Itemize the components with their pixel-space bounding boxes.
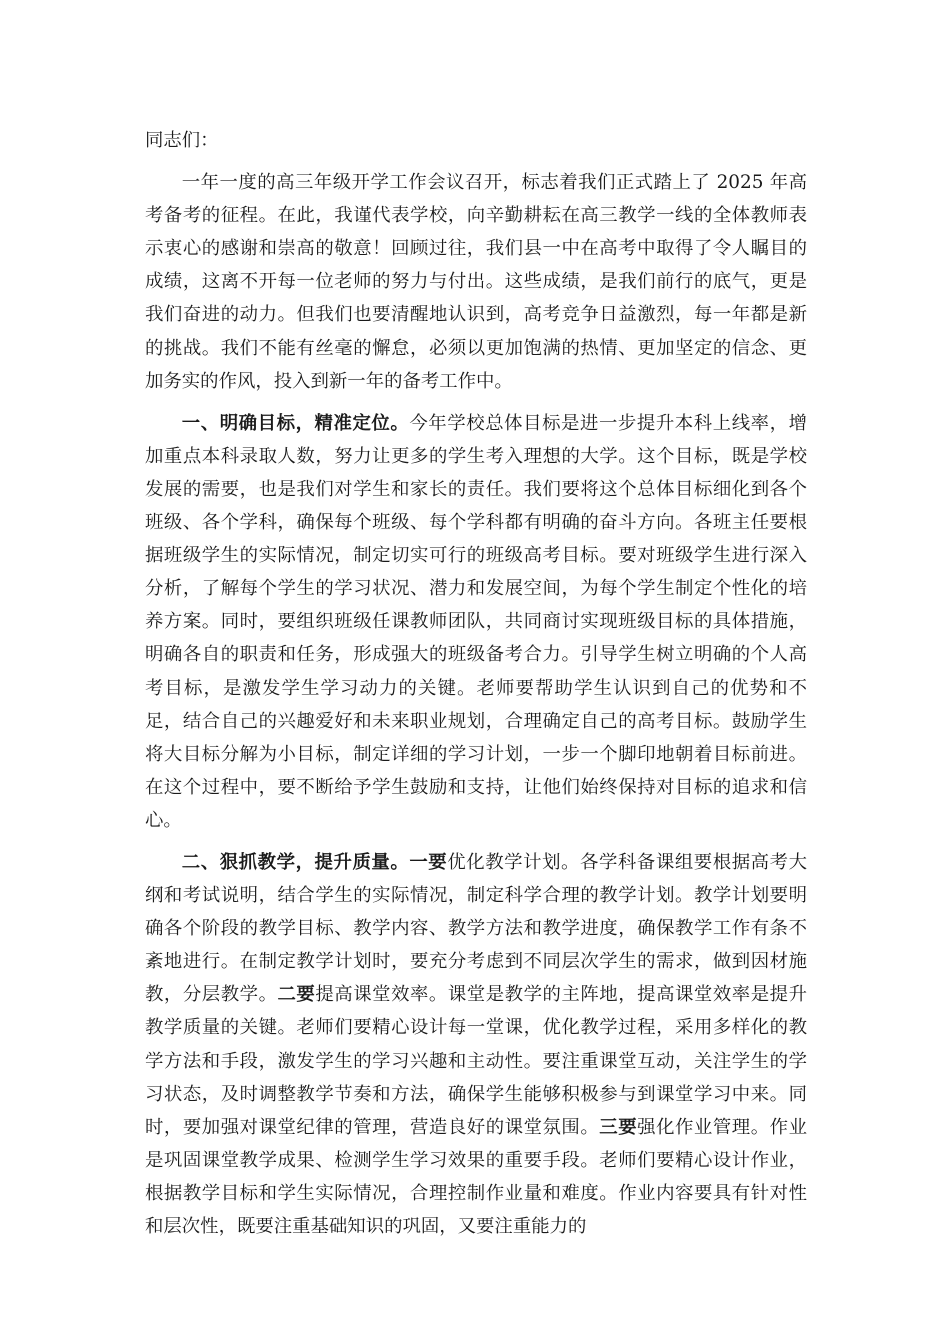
section-teaching-heading: 二、狠抓教学，提升质量。 — [181, 851, 410, 873]
section-teaching — [145, 846, 807, 1243]
point-1-text: 优化教学计划。各学科备课组要根据高考大纲和考试说明，结合学生的实际情况，制定科学合理的教学计划。教学计划要明确各个阶段的教学目标、教学内容、教学方法和教学进度，确保教学工作有条不紊地进行。在制定教学计划时，要充分考虑到不同层次学生的需求，做到因材施教，分层教学。 — [145, 851, 807, 1006]
document-body — [145, 124, 807, 1252]
intro-paragraph — [145, 166, 807, 398]
section-goals-heading: 一、明确目标，精准定位。 — [181, 412, 410, 434]
intro-text: 一年一度的高三年级开学工作会议召开，标志着我们正式踏上了 2025 年高考备考的征程。在此，我谨代表学校，向辛勤耕耘在高三教学一线的全体教师表示衷心的感谢和崇高的敬意！回顾过往，我们县一中在高考中取得了令人瞩目的成绩，这离不开每一位老师的努力与付出。这些成绩，是我们前行的底气，更是我们奋进的动力。但我们也要清醒地认识到，高考竞争日益激烈，每一年都是新的挑战。我们不能有丝毫的懈怠，必须以更加饱满的热情、更加坚定的信念、更加务实的作风，投入到新一年的备考工作中。 — [145, 172, 807, 392]
point-3-label: 三要 — [599, 1116, 638, 1138]
section-goals — [145, 407, 807, 837]
salutation: 同志们： — [145, 130, 219, 151]
point-2-label: 二要 — [277, 984, 316, 1006]
point-1-label: 一要 — [409, 851, 448, 873]
section-goals-text: 今年学校总体目标是进一步提升本科上线率，增加重点本科录取人数，努力让更多的学生考入理想的大学。这个目标，既是学校发展的需要，也是我们对学生和家长的责任。我们要将这个总体目标细化到各个班级、各个学科，确保每个班级、每个学科都有明确的奋斗方向。各班主任要根据班级学生的实际情况，制定切实可行的班级高考目标。要对班级学生进行深入分析，了解每个学生的学习状况、潜力和发展空间，为每个学生制定个性化的培养方案。同时，要组织班级任课教师团队，共同商讨实现班级目标的具体措施，明确各自的职责和任务，形成强大的班级备考合力。引导学生树立明确的个人高考目标，是激发学生学习动力的关键。老师要帮助学生认识到自己的优势和不足，结合自己的兴趣爱好和未来职业规划，合理确定自己的高考目标。鼓励学生将大目标分解为小目标，制定详细的学习计划，一步一个脚印地朝着目标前进。在这个过程中，要不断给予学生鼓励和支持，让他们始终保持对目标的追求和信心。 — [145, 412, 807, 831]
point-2-text: 提高课堂效率。课堂是教学的主阵地，提高课堂效率是提升教学质量的关键。老师们要精心设计每一堂课，优化教学过程，采用多样化的教学方法和手段，激发学生的学习兴趣和主动性。要注重课堂互动，关注学生的学习状态，及时调整教学节奏和方法，确保学生能够积极参与到课堂学习中来。同时，要加强对课堂纪律的管理，营造良好的课堂氛围。 — [145, 984, 807, 1138]
point-3-text: 强化作业管理。作业是巩固课堂教学成果、检测学生学习效果的重要手段。老师们要精心设计作业，根据教学目标和学生实际情况，合理控制作业量和难度。作业内容要具有针对性和层次性，既要注重基础知识的巩固，又要注重能力的 — [145, 1116, 807, 1237]
